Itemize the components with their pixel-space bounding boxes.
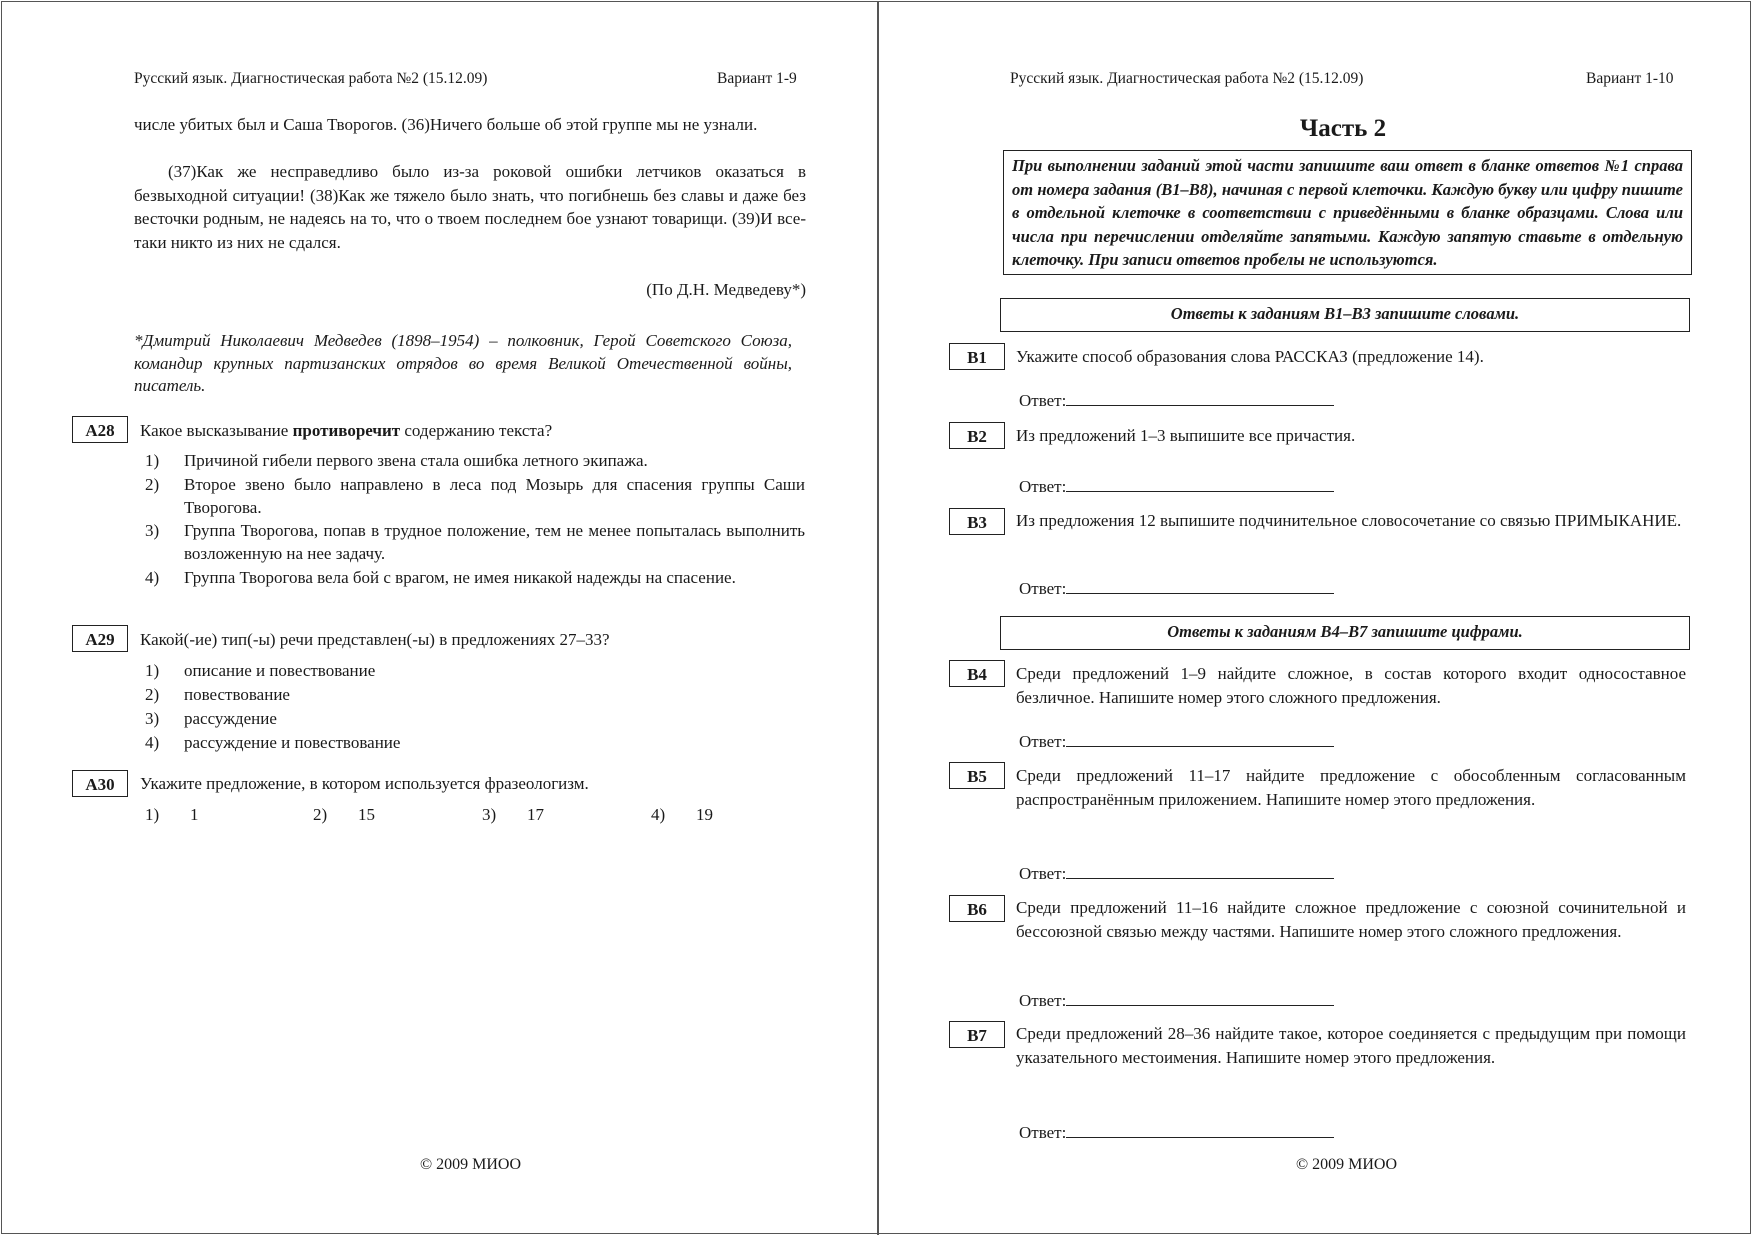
b7-answer-line[interactable] — [1066, 1120, 1334, 1138]
instructions-box: При выполнении заданий этой части запишите ваш ответ в бланке ответов №1 справа от номера задания (В1–В8), начиная с первой клеточки. Каждую букву или цифру пишите в отдельной клеточке в соответствии с приведёнными в бланке образцами. Слова или числа при перечислении отделяйте запятыми. Каждую запятую ставьте в отдельную клеточку. При записи ответов пробелы не используются. — [1003, 150, 1692, 275]
a30-question: Укажите предложение, в котором используется фразеологизм. — [140, 774, 589, 793]
b1-answer-field[interactable]: Ответ: — [1019, 388, 1334, 411]
task-tag-b3: В3 — [949, 508, 1005, 535]
section-band-b4-b7: Ответы к заданиям В4–В7 запишите цифрами. — [1000, 616, 1690, 650]
left-header-variant: Вариант 1-9 — [717, 70, 797, 87]
b5-answer-field[interactable]: Ответ: — [1019, 861, 1334, 884]
task-tag-b7: В7 — [949, 1021, 1005, 1048]
passage-paragraph-2: (37)Как же несправедливо было из-за роковой ошибки летчиков оказаться в безвыходной ситуации! (38)Как же тяжело было знать, что погибнешь без славы и даже без весточки родным, не надеясь на то, что о твоем последнем бое узнают товарищи. (39)И все-таки никто из них не сдался. — [134, 162, 806, 252]
b6-answer-field[interactable]: Ответ: — [1019, 988, 1334, 1011]
passage-paragraph-1: числе убитых был и Саша Творогов. (36)Ничего больше об этой группе мы не узнали. — [134, 115, 758, 134]
b7-question: Среди предложений 28–36 найдите такое, которое соединяется с предыдущим при помощи указательного местоимения. Напишите номер этого предложения. — [1016, 1024, 1686, 1067]
b1-question: Укажите способ образования слова РАССКАЗ (предложение 14). — [1016, 347, 1484, 366]
task-tag-a30: А30 — [72, 770, 128, 797]
right-page — [879, 0, 1754, 1239]
b3-question: Из предложения 12 выпишите подчинительное словосочетание со связью ПРИМЫКАНИЕ. — [1016, 511, 1682, 530]
author-footnote: *Дмитрий Николаевич Медведев (1898–1954) – полковник, Герой Советского Союза, командир крупных партизанских отрядов во время Великой Отечественной войны, писатель. — [134, 331, 792, 395]
task-tag-b1: В1 — [949, 343, 1005, 370]
task-tag-b5: В5 — [949, 762, 1005, 789]
b5-answer-line[interactable] — [1066, 861, 1334, 879]
task-tag-b4: В4 — [949, 660, 1005, 687]
section-band-b1-b3: Ответы к заданиям В1–В3 запишите словами. — [1000, 298, 1690, 332]
task-tag-a29: А29 — [72, 625, 128, 652]
part-title: Часть 2 — [1299, 115, 1387, 142]
b1-answer-line[interactable] — [1066, 388, 1334, 406]
passage-source: (По Д.Н. Медведеву*) — [646, 280, 806, 299]
b2-answer-line[interactable] — [1066, 474, 1334, 492]
b6-answer-line[interactable] — [1066, 988, 1334, 1006]
b7-answer-field[interactable]: Ответ: — [1019, 1120, 1334, 1143]
right-header-variant: Вариант 1-10 — [1586, 70, 1674, 87]
b2-answer-field[interactable]: Ответ: — [1019, 474, 1334, 497]
left-page: Русский язык. Диагностическая работа №2 (15.12.09) Вариант 1-9 числе убитых был и Саша Творогов. (36)Ничего больше об этой группе мы не узнали. (37)Как же несправедливо было из-за роковой ошибки летчиков оказаться в безвыходной ситуации! (38)Как же тяжело было знать, что погибнешь без славы и даже без весточки родным, не надеясь на то, что о твоем последнем бое узнают товарищи. (39)И все-таки никто из них не сдался. (По Д.Н. Медведеву*) *Дмитрий Николаевич Медведев (1898–1954) – полковник, Герой Советского Союза, командир крупных партизанских отрядов во время Великой Отечественной войны, писатель. А28 Какое высказывание противоречит содержанию текста? 1) Причиной гибели первого звена стала ошибка летного экипажа. 2) Второе звено было направлено в леса под Мозырь для спасения группы Саши Творогова. 3) Группа Творогова, попав в трудное положение, тем не менее попыталась выполнить возложенную на нее задачу. 4) Группа Творогова вела бой с врагом, не имея никакой надежды на спасение. А29 Какой(-ие) тип(-ы) речи представлен(-ы) в предложениях 27–33? 1) описание и повествование 2) повествование 3) рассуждение 4) рассуждение и повествование А30 Укажите предложение, в котором используется фразеологизм. 1) 1 2) 15 3) 17 4) 19 © 2009 МИОО — [0, 0, 877, 1239]
left-footer: © 2009 МИОО — [419, 1156, 522, 1173]
right-header-title: Русский язык. Диагностическая работа №2 (15.12.09) — [1010, 70, 1364, 87]
left-header-title: Русский язык. Диагностическая работа №2 (15.12.09) — [134, 70, 488, 87]
b5-question: Среди предложений 11–17 найдите предложение с обособленным согласованным распространённым приложением. Напишите номер этого предложения. — [1016, 766, 1686, 809]
b4-question: Среди предложений 1–9 найдите сложное, в состав которого входит односоставное безличное. Напишите номер этого сложного предложения. — [1016, 664, 1686, 707]
right-footer: © 2009 МИОО — [1295, 1156, 1398, 1173]
b4-answer-line[interactable] — [1066, 729, 1334, 747]
b3-answer-line[interactable] — [1066, 576, 1334, 594]
b3-answer-field[interactable]: Ответ: — [1019, 576, 1334, 599]
task-tag-b6: В6 — [949, 895, 1005, 922]
a29-question: Какой(-ие) тип(-ы) речи представлен(-ы) в предложениях 27–33? — [140, 630, 610, 649]
b2-question: Из предложений 1–3 выпишите все причастия. — [1016, 426, 1356, 445]
task-tag-a28: А28 — [72, 416, 128, 443]
task-tag-b2: В2 — [949, 422, 1005, 449]
b4-answer-field[interactable]: Ответ: — [1019, 729, 1334, 752]
a28-question: Какое высказывание противоречит содержанию текста? — [140, 421, 553, 440]
b6-question: Среди предложений 11–16 найдите сложное предложение с союзной сочинительной и бессоюзной связью между частями. Напишите номер этого сложного предложения. — [1016, 898, 1686, 941]
